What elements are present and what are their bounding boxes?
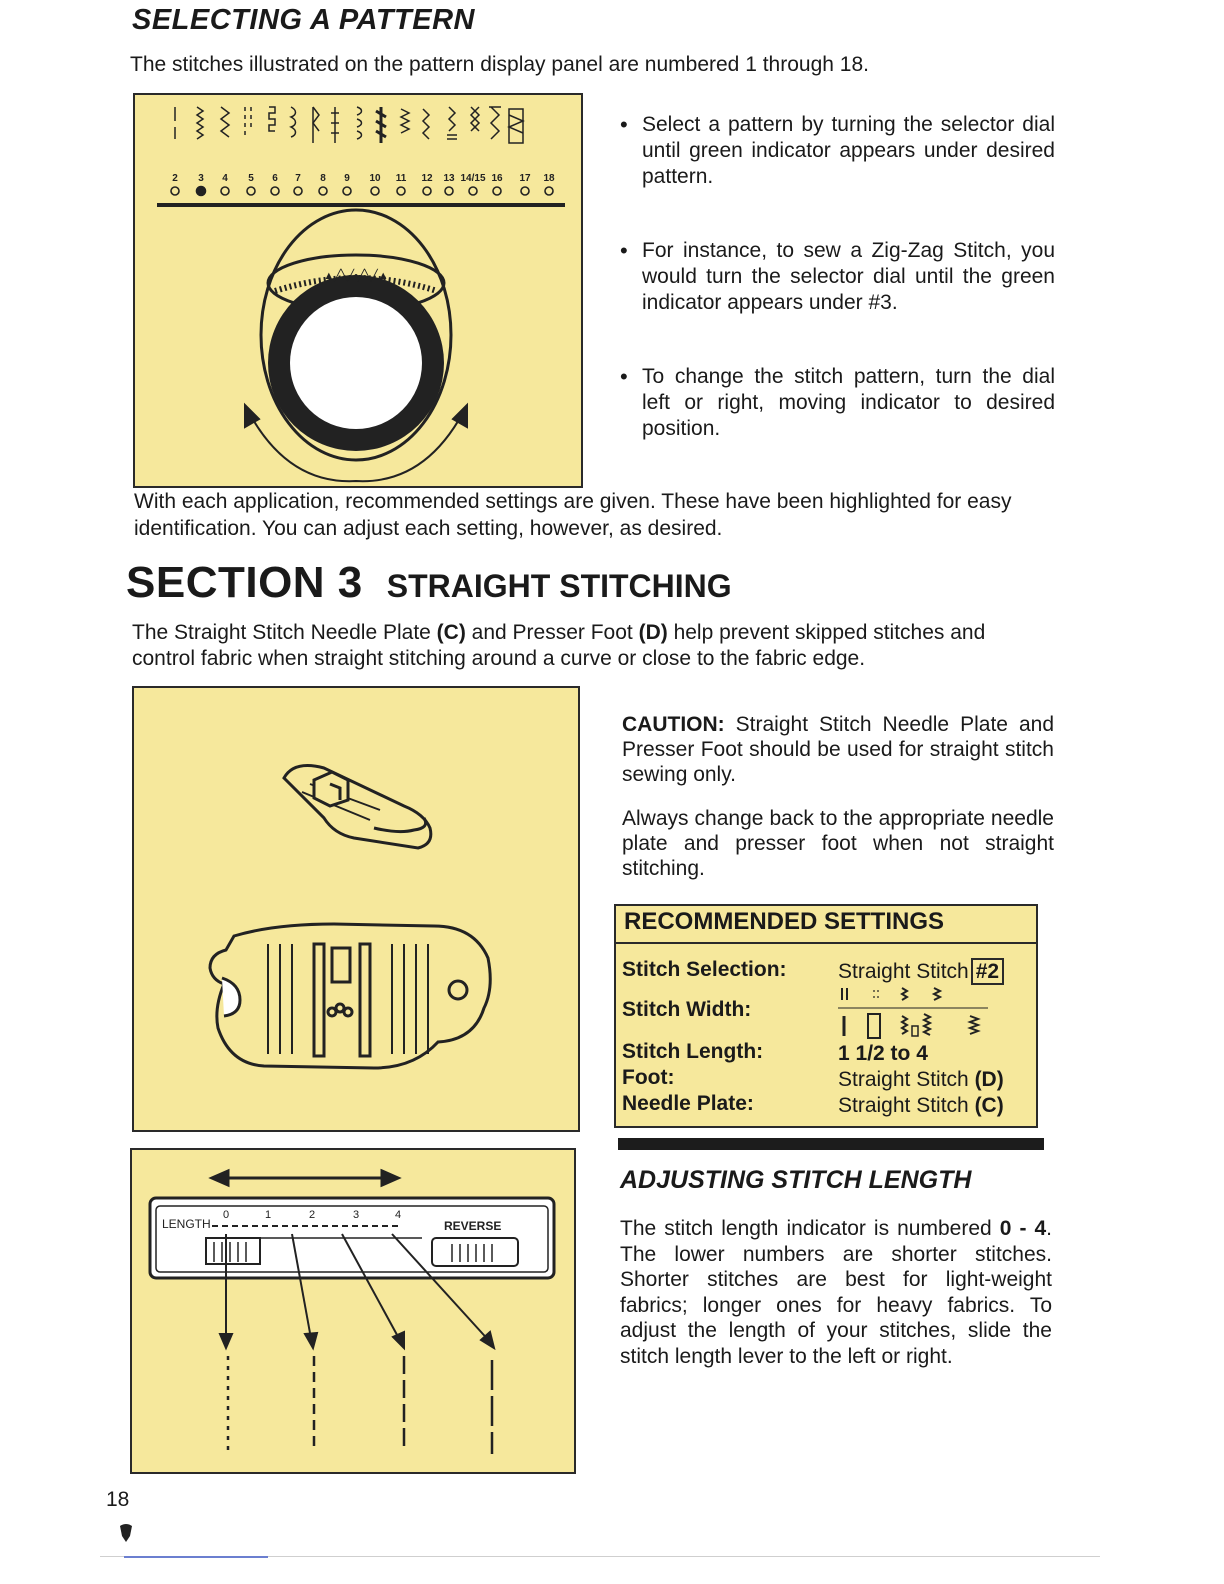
pattern-panel-svg <box>135 95 581 486</box>
intro-code: (C) <box>436 621 466 644</box>
settings-note: With each application, recommended settings are given. These have been highlighted for easy identification. You can adjust each setting, however, as desired. <box>134 490 1012 540</box>
pattern-number: 9 <box>344 173 350 184</box>
stitch-samples <box>228 1356 492 1454</box>
pattern-number: 13 <box>443 173 455 184</box>
foot-code: (D) <box>974 1068 1004 1091</box>
pattern-number: 11 <box>395 173 407 184</box>
intro-text: and Presser Foot <box>465 621 639 644</box>
double-arrow-icon <box>212 1171 398 1185</box>
caution-text: Straight Stitch Needle Plate and Presser Foot should be used for straight stitch sewing only. <box>622 713 1054 786</box>
pattern-number: 5 <box>248 173 254 184</box>
pattern-number: 3 <box>198 173 204 184</box>
length-scale-tick: 4 <box>394 1209 402 1221</box>
pattern-number: 17 <box>519 173 531 184</box>
stitch-width-icon <box>838 984 998 1042</box>
bullet-item: • For instance, to sew a Zig-Zag Stitch, you would turn the selector dial until the green indicator appears under #3. <box>620 238 1055 316</box>
stitch-length-label: Stitch Length: <box>622 1040 764 1063</box>
needle-plate-value <box>838 1094 1004 1118</box>
page-number: 18 <box>106 1488 130 1511</box>
bottom-rule-accent <box>124 1556 268 1558</box>
length-scale-tick: 0 <box>222 1209 230 1221</box>
length-scale-tick: 3 <box>352 1209 360 1221</box>
binder-mark-icon <box>118 1522 134 1542</box>
recommended-settings-title: RECOMMENDED SETTINGS <box>624 908 945 935</box>
foot-value <box>838 1068 1004 1092</box>
pattern-number: 6 <box>272 173 278 184</box>
section-3-intro <box>132 620 1052 672</box>
pattern-intro: The stitches illustrated on the pattern display panel are numbered 1 through 18. <box>130 53 869 76</box>
pattern-number: 7 <box>295 173 301 184</box>
foot-plate-svg <box>134 688 578 1130</box>
pattern-instructions <box>620 112 1055 490</box>
bullet-item: • Select a pattern by turning the selector dial until green indicator appears under desired pattern. <box>620 112 1055 190</box>
pattern-numbers <box>172 173 555 184</box>
reverse-button <box>432 1238 518 1266</box>
needle-plate-code: (C) <box>974 1094 1004 1117</box>
adjusting-range: 0 - 4 <box>999 1217 1047 1240</box>
needle-plate-value-text: Straight Stitch <box>838 1094 975 1117</box>
length-lever-svg <box>132 1150 574 1472</box>
pattern-number: 14/15 <box>460 173 486 184</box>
pattern-number: 16 <box>491 173 503 184</box>
reverse-label: REVERSE <box>444 1219 502 1233</box>
length-scale-tick: 1 <box>264 1209 272 1221</box>
foot-value-text: Straight Stitch <box>838 1068 975 1091</box>
svg-text:▲╱╲╱•╱╲╱▲: ▲╱╲╱•╱╲╱▲ <box>323 270 389 282</box>
intro-code: (D) <box>638 621 668 644</box>
adjusting-heading: ADJUSTING STITCH LENGTH <box>620 1166 972 1194</box>
pattern-number: 10 <box>369 173 381 184</box>
adjusting-text <box>620 1216 1052 1370</box>
length-scale-tick: 2 <box>308 1209 316 1221</box>
caution-label: CAUTION: <box>622 713 725 736</box>
pattern-indicators <box>171 187 553 196</box>
intro-text: The Straight Stitch Needle Plate <box>132 621 437 644</box>
section-divider <box>618 1138 1044 1150</box>
intro-text: help prevent skipped stitches and control fabric when straight stitching around a curve or close to the fabric edge. <box>132 621 986 670</box>
stitch-selection-value <box>838 960 1004 984</box>
needle-plate-label: Needle Plate: <box>622 1092 754 1115</box>
section-heading-selecting-pattern: SELECTING A PATTERN <box>132 4 475 36</box>
section-number: SECTION 3 <box>126 558 363 607</box>
foot-and-plate-illustration <box>132 686 580 1132</box>
needle-plate-icon <box>210 924 490 1068</box>
change-back-note: Always change back to the appropriate needle plate and presser foot when not straight stitching. <box>622 807 1054 880</box>
pattern-number: 2 <box>172 173 178 184</box>
adjusting-text-c: . The lower numbers are shorter stitches. Shorter stitches are best for light-weight fabrics; longer ones for heavy fabrics. To adjust the length of your stitches, slide the stitch length lever to the left or right. <box>620 1217 1052 1368</box>
panel-rule <box>157 203 565 207</box>
stitch-selection-text: Straight Stitch <box>838 960 969 983</box>
foot-label: Foot: <box>622 1066 675 1089</box>
pattern-number: 4 <box>222 173 228 184</box>
pattern-number: 12 <box>421 173 433 184</box>
stitch-length-lever-illustration <box>130 1148 576 1474</box>
pattern-number: 8 <box>320 173 326 184</box>
section-title: STRAIGHT STITCHING <box>386 568 732 604</box>
adjusting-text-a: The stitch length indicator is numbered <box>620 1217 1000 1240</box>
stitch-selection-number: #2 <box>971 958 1004 985</box>
length-label: LENGTH <box>162 1217 211 1231</box>
bullet-item: • To change the stitch pattern, turn the dial left or right, moving indicator to desired position. <box>620 364 1055 442</box>
stitch-length-value: 1 1/2 to 4 <box>838 1042 928 1065</box>
caution-note <box>622 712 1054 787</box>
pattern-dial-illustration <box>133 93 583 488</box>
stitch-width-label: Stitch Width: <box>622 998 752 1021</box>
recommended-settings-box <box>614 904 1038 1128</box>
stitch-selection-label: Stitch Selection: <box>622 958 787 981</box>
selector-dial-icon <box>261 210 451 460</box>
stitch-symbols <box>175 107 523 143</box>
presser-foot-icon <box>284 766 431 848</box>
pattern-number: 18 <box>543 173 555 184</box>
section-3-heading <box>126 558 732 608</box>
